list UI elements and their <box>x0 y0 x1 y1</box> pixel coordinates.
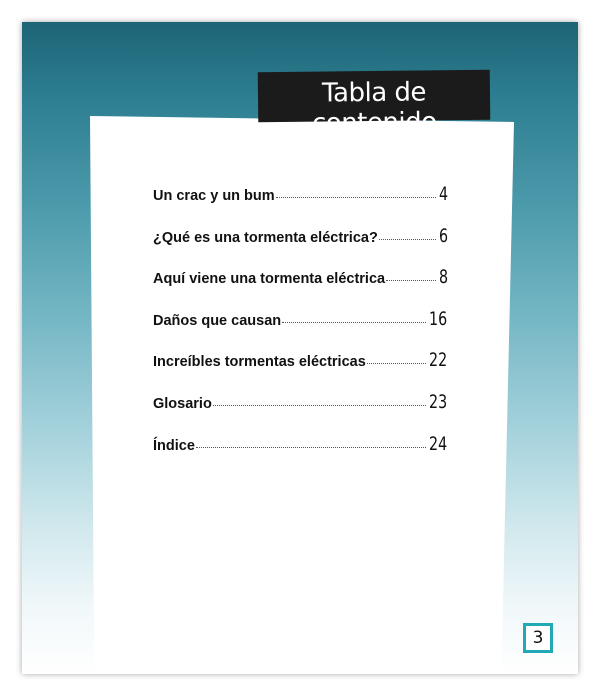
toc-entry-title: Índice <box>153 437 195 454</box>
page-number-badge <box>523 623 553 653</box>
dot-leader <box>276 197 436 198</box>
dot-leader <box>367 363 426 364</box>
toc-entry[interactable] <box>153 183 453 225</box>
toc-entry-page: 8 <box>439 266 449 289</box>
dot-leader <box>282 322 426 323</box>
toc-entry-page: 22 <box>428 349 447 372</box>
page-number: 3 <box>532 628 544 648</box>
toc-entry-title: Daños que causan <box>153 312 282 329</box>
toc-entry-title: Glosario <box>153 395 212 412</box>
toc-entry-page: 16 <box>428 307 447 330</box>
page-title: Tabla de contenido <box>311 77 437 139</box>
title-tab <box>258 70 491 139</box>
toc-entry-page: 4 <box>439 183 449 205</box>
toc-entry[interactable] <box>153 308 453 350</box>
dot-leader <box>196 447 426 448</box>
toc-entry[interactable] <box>153 349 453 391</box>
toc-entry-page: 24 <box>428 432 447 455</box>
toc-entry-page: 23 <box>428 390 447 413</box>
toc-entry-page: 6 <box>439 224 449 247</box>
dot-leader <box>213 405 426 406</box>
toc-entry[interactable] <box>153 266 453 308</box>
dot-leader <box>379 239 436 240</box>
dot-leader <box>386 280 436 281</box>
toc-entry-title: Increíbles tormentas eléctricas <box>153 354 366 371</box>
toc-entry-title: Un crac y un bum <box>153 188 275 204</box>
book-page <box>22 22 578 674</box>
toc-entry[interactable] <box>153 433 453 475</box>
toc-entry[interactable] <box>153 391 453 433</box>
toc-entry[interactable] <box>153 225 453 267</box>
table-of-contents <box>153 183 453 474</box>
toc-entry-title: Aquí viene una tormenta eléctrica <box>153 271 386 288</box>
toc-entry-title: ¿Qué es una tormenta eléctrica? <box>153 229 378 246</box>
